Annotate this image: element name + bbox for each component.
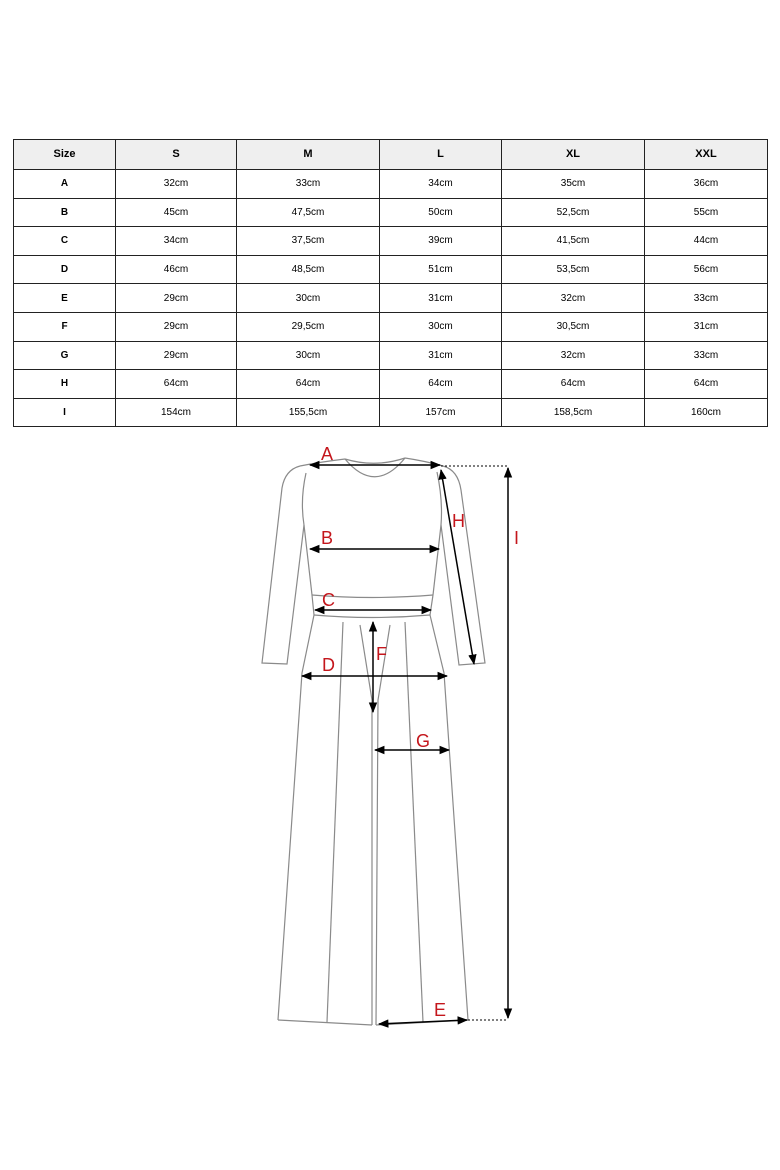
label-h: H: [452, 511, 465, 531]
table-cell: 41,5cm: [502, 227, 645, 256]
label-i: I: [514, 528, 520, 548]
table-cell: 46cm: [116, 255, 237, 284]
row-label: B: [14, 198, 116, 227]
table-cell: 160cm: [645, 398, 768, 427]
table-cell: 29,5cm: [237, 312, 380, 341]
row-label: G: [14, 341, 116, 370]
table-cell: 31cm: [380, 341, 502, 370]
row-label: C: [14, 227, 116, 256]
table-cell: 55cm: [645, 198, 768, 227]
table-cell: 31cm: [645, 312, 768, 341]
table-cell: 56cm: [645, 255, 768, 284]
label-a: A: [321, 444, 334, 464]
table-cell: 33cm: [645, 341, 768, 370]
table-cell: 29cm: [116, 312, 237, 341]
table-cell: 64cm: [116, 370, 237, 399]
guide-lines: [441, 466, 508, 1020]
table-cell: 50cm: [380, 198, 502, 227]
row-label: D: [14, 255, 116, 284]
table-cell: 45cm: [116, 198, 237, 227]
header-l: L: [380, 140, 502, 170]
row-label: E: [14, 284, 116, 313]
table-cell: 29cm: [116, 341, 237, 370]
table-cell: 32cm: [502, 341, 645, 370]
header-xxl: XXL: [645, 140, 768, 170]
table-cell: 34cm: [380, 170, 502, 199]
table-cell: 37,5cm: [237, 227, 380, 256]
measurement-arrows: [302, 465, 508, 1024]
table-cell: 64cm: [645, 370, 768, 399]
header-size: Size: [14, 140, 116, 170]
table-cell: 34cm: [116, 227, 237, 256]
label-e: E: [434, 1000, 447, 1020]
table-cell: 29cm: [116, 284, 237, 313]
table-cell: 32cm: [116, 170, 237, 199]
header-m: M: [237, 140, 380, 170]
table-cell: 47,5cm: [237, 198, 380, 227]
table-cell: 32cm: [502, 284, 645, 313]
row-label: H: [14, 370, 116, 399]
table-cell: 64cm: [237, 370, 380, 399]
table-cell: 35cm: [502, 170, 645, 199]
table-cell: 48,5cm: [237, 255, 380, 284]
label-b: B: [321, 528, 334, 548]
table-cell: 64cm: [380, 370, 502, 399]
table-cell: 64cm: [502, 370, 645, 399]
table-cell: 30cm: [380, 312, 502, 341]
table-cell: 30,5cm: [502, 312, 645, 341]
table-cell: 30cm: [237, 284, 380, 313]
jumpsuit-outline: [262, 458, 485, 1025]
table-cell: 157cm: [380, 398, 502, 427]
table-cell: 33cm: [645, 284, 768, 313]
table-cell: 158,5cm: [502, 398, 645, 427]
table-cell: 51cm: [380, 255, 502, 284]
header-s: S: [116, 140, 237, 170]
table-cell: 155,5cm: [237, 398, 380, 427]
label-d: D: [322, 655, 335, 675]
label-g: G: [416, 731, 431, 751]
table-cell: 53,5cm: [502, 255, 645, 284]
table-cell: 39cm: [380, 227, 502, 256]
label-f: F: [376, 644, 387, 664]
table-cell: 30cm: [237, 341, 380, 370]
table-cell: 52,5cm: [502, 198, 645, 227]
header-xl: XL: [502, 140, 645, 170]
row-label: F: [14, 312, 116, 341]
table-cell: 36cm: [645, 170, 768, 199]
row-label: I: [14, 398, 116, 427]
table-cell: 31cm: [380, 284, 502, 313]
table-cell: 154cm: [116, 398, 237, 427]
table-cell: 33cm: [237, 170, 380, 199]
table-cell: 44cm: [645, 227, 768, 256]
row-label: A: [14, 170, 116, 199]
label-c: C: [322, 590, 335, 610]
